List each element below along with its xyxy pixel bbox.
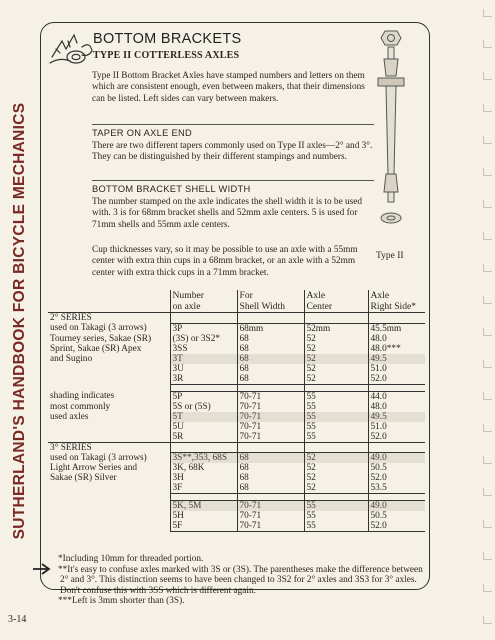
table-row (48, 521, 425, 532)
table-row (48, 354, 425, 364)
axle-right-side-cell: 49.0 (368, 453, 425, 464)
footnotes (50, 554, 430, 607)
axle-number-cell: 3K, 68K (170, 463, 237, 473)
axle-center-cell: 52 (304, 483, 368, 494)
axle-number-cell: 3F (170, 483, 237, 494)
axle-number-cell: 3H (170, 473, 237, 483)
shell-width-paragraph-2: Cup thicknesses vary, so it may be possible to use an axle with a 55mm center with extra thin cups in a 68mm bracket, or an axle with a 52mm center with extra thick cups in a 71mm bracket. (92, 245, 358, 278)
axle-right-side-cell: 44.0 (368, 391, 425, 402)
table-row (48, 432, 425, 443)
table-row (48, 402, 425, 412)
axle-right-side-cell: 51.0 (368, 422, 425, 432)
series-3-blank (48, 511, 170, 521)
footnote-2: **It's easy to confuse axles marked with 3S or (3S). The parentheses make the difference between 2° and 3°. This distinction seems to have been changed to 3S2 for 2° axles and 3S3 for 3° axles. Don't confuse this with 3SS which is different again. (58, 564, 423, 596)
shell-width-cell: 70-71 (237, 422, 304, 432)
axle-center-cell: 55 (304, 432, 368, 443)
shell-width-cell: 68 (237, 344, 304, 354)
page-subtitle: TYPE II COTTERLESS AXLES (93, 50, 240, 61)
axle-right-side-cell: 50.5 (368, 511, 425, 521)
axle-center-cell: 55 (304, 391, 368, 402)
shell-width-cell: 68 (237, 374, 304, 385)
axle-number-cell: 3U (170, 364, 237, 374)
group-gap-row (48, 494, 425, 501)
shell-width-cell: 70-71 (237, 432, 304, 443)
shading-note-line: most commonly (50, 401, 111, 412)
axle-center-cell: 52 (304, 334, 368, 344)
series-3-description-line: used on Takagi (3 arrows) (50, 452, 147, 463)
series-3-title-spacer (170, 442, 237, 453)
taper-paragraph: There are two different tapers commonly used on Type II axles—2° and 3°. They can be distinguished by their different stampings and numbers. (92, 141, 373, 163)
axle-center-cell: 52 (304, 463, 368, 473)
axle-right-side-cell: 53.5 (368, 483, 425, 494)
series-3-blank (48, 483, 170, 494)
series-2-gap (368, 384, 425, 391)
shell-width-paragraph-1: The number stamped on the axle indicates the shell width it is to be used with. 3 is for 68mm bracket shells and 52mm axle centers. 5 is used for 71mm shells and 55mm axle centers. (92, 197, 363, 230)
shell-width-cell: 70-71 (237, 501, 304, 512)
shell-width-heading: BOTTOM BRACKET SHELL WIDTH (92, 180, 374, 194)
axle-number-cell: 3SS (170, 344, 237, 354)
table-row (48, 463, 425, 473)
group-gap-row (48, 384, 425, 391)
series-3-gap (368, 494, 425, 501)
type-ii-axle-illustration (364, 24, 418, 244)
header-axle-center: Axle Center (304, 290, 368, 313)
series-3-rows (48, 442, 425, 532)
series-2-blank (48, 364, 170, 374)
axle-number-cell: (3S) or 3S2* (170, 334, 237, 344)
series-2-description-line: used on Takagi (3 arrows) (50, 323, 147, 333)
shell-width-cell: 70-71 (237, 511, 304, 521)
shell-width-cell: 68 (237, 364, 304, 374)
figure-caption: Type II (376, 251, 404, 261)
series-title-row (48, 442, 425, 453)
series-2-blank (48, 374, 170, 385)
axle-right-side-cell: 51.0 (368, 364, 425, 374)
series-2-rows (48, 313, 425, 443)
axle-center-cell: 55 (304, 501, 368, 512)
table-row (48, 501, 425, 512)
axle-right-side-cell: 49.0 (368, 501, 425, 512)
axle-right-side-cell: 48.0 (368, 402, 425, 412)
footnote-1: *Including 10mm for threaded portion. (58, 554, 204, 564)
shell-width-cell: 68 (237, 334, 304, 344)
series-2-title: 2° SERIES (48, 313, 170, 324)
axle-center-cell: 52 (304, 374, 368, 385)
series-3-title: 3° SERIES (48, 442, 170, 453)
axle-number-cell: 5U (170, 422, 237, 432)
axle-center-cell: 52mm (304, 323, 368, 334)
series-3-gap (48, 494, 170, 501)
taper-heading: TAPER ON AXLE END (92, 124, 374, 138)
axle-number-cell: 5K, 5M (170, 501, 237, 512)
series-2-blank (48, 432, 170, 443)
header-number-on-axle: Number on axle (170, 290, 237, 313)
shell-width-cell: 68 (237, 473, 304, 483)
axle-center-cell: 52 (304, 453, 368, 464)
table-row (48, 412, 425, 422)
spine (0, 0, 36, 640)
series-2-description-line: Sprint, Sakae (SR) Apex (50, 343, 142, 354)
axle-number-cell: 3T (170, 354, 237, 364)
axle-center-cell: 55 (304, 412, 368, 422)
shell-width-cell: 68 (237, 463, 304, 473)
series-2-title-spacer (304, 313, 368, 324)
series-2-description-line: and Sugino (50, 353, 93, 364)
series-title-row (48, 313, 425, 324)
axle-center-cell: 55 (304, 511, 368, 521)
series-2-title-spacer (170, 313, 237, 324)
axle-center-cell: 55 (304, 422, 368, 432)
axle-right-side-cell: 52.0 (368, 432, 425, 443)
spine-title: SUTHERLAND'S HANDBOOK FOR BICYCLE MECHANICS (11, 102, 28, 540)
series-3-title-spacer (237, 442, 304, 453)
shell-width-cell: 70-71 (237, 521, 304, 532)
series-3-gap (304, 494, 368, 501)
axle-number-cell: 5S or (5S) (170, 402, 237, 412)
axle-number-cell: 5P (170, 391, 237, 402)
series-3-title-spacer (304, 442, 368, 453)
axle-right-side-cell: 48.0*** (368, 344, 425, 354)
axle-center-cell: 52 (304, 473, 368, 483)
axle-number-cell: 3S**,353, 68S (170, 453, 237, 464)
header-shell-width: For Shell Width (237, 290, 304, 313)
axle-right-side-cell: 49.5 (368, 412, 425, 422)
axle-center-cell: 52 (304, 354, 368, 364)
series-3-description-line: Light Arrow Series and (50, 463, 138, 473)
footnote-3: ***Left is 3mm shorter than (3S). (58, 596, 185, 607)
axle-right-side-cell: 50.5 (368, 463, 425, 473)
series-2-blank (48, 422, 170, 432)
axle-center-cell: 55 (304, 521, 368, 532)
axle-number-cell: 5T (170, 412, 237, 422)
axle-number-cell: 5F (170, 521, 237, 532)
table-row (48, 473, 425, 483)
axle-center-cell: 52 (304, 364, 368, 374)
table-row (48, 422, 425, 432)
series-2-gap (48, 384, 170, 391)
table-row (48, 374, 425, 385)
intro-paragraph: Type II Bottom Bracket Axles have stamped numbers and letters on them which are consistent enough, even between makers, that their dimensions can be listed. Left sides can vary between makers. (92, 71, 365, 104)
shell-width-cell: 70-71 (237, 391, 304, 402)
shading-note-line: shading indicates (50, 391, 115, 401)
page-title: BOTTOM BRACKETS (93, 31, 242, 47)
series-2-description-line: Tourney series, Sakae (SR) (50, 333, 152, 344)
series-3-blank (48, 521, 170, 532)
axle-number-cell: 3P (170, 323, 237, 334)
series-2-gap (170, 384, 237, 391)
table-row (48, 511, 425, 521)
axle-right-side-cell: 52.0 (368, 473, 425, 483)
axle-right-side-cell: 52.0 (368, 374, 425, 385)
series-3-blank (48, 501, 170, 512)
table-row (48, 334, 425, 344)
table-row (48, 453, 425, 464)
shell-width-cell: 68 (237, 483, 304, 494)
series-3-gap (237, 494, 304, 501)
axle-number-cell: 5H (170, 511, 237, 521)
axle-number-cell: 5R (170, 432, 237, 443)
series-3-description-line: Sakae (SR) Silver (50, 473, 117, 483)
axle-right-side-cell: 52.0 (368, 521, 425, 532)
header-axle-right-side: Axle Right Side* (368, 290, 425, 313)
page-number: 3-14 (8, 614, 27, 625)
axle-right-side-cell: 45.5mm (368, 323, 425, 334)
axle-right-side-cell: 48.0 (368, 334, 425, 344)
binder-ticks (479, 0, 495, 640)
shell-width-cell: 70-71 (237, 412, 304, 422)
bottom-bracket-sketch-icon (46, 27, 96, 69)
series-3-gap (170, 494, 237, 501)
shading-note-line: used axles (50, 411, 89, 422)
table-row (48, 364, 425, 374)
shell-width-cell: 68 (237, 354, 304, 364)
axle-right-side-cell: 49.5 (368, 354, 425, 364)
axle-center-cell: 55 (304, 402, 368, 412)
axle-spec-table (48, 290, 425, 532)
table-row (48, 391, 425, 402)
shell-width-cell: 68mm (237, 323, 304, 334)
axle-number-cell: 3R (170, 374, 237, 385)
series-2-gap (237, 384, 304, 391)
series-2-title-spacer (237, 313, 304, 324)
series-3-title-spacer (368, 442, 425, 453)
table-row (48, 323, 425, 334)
axle-center-cell: 52 (304, 344, 368, 354)
table-row (48, 483, 425, 494)
table-row (48, 344, 425, 354)
series-2-title-spacer (368, 313, 425, 324)
series-2-gap (304, 384, 368, 391)
shell-width-cell: 68 (237, 453, 304, 464)
shell-width-cell: 70-71 (237, 402, 304, 412)
